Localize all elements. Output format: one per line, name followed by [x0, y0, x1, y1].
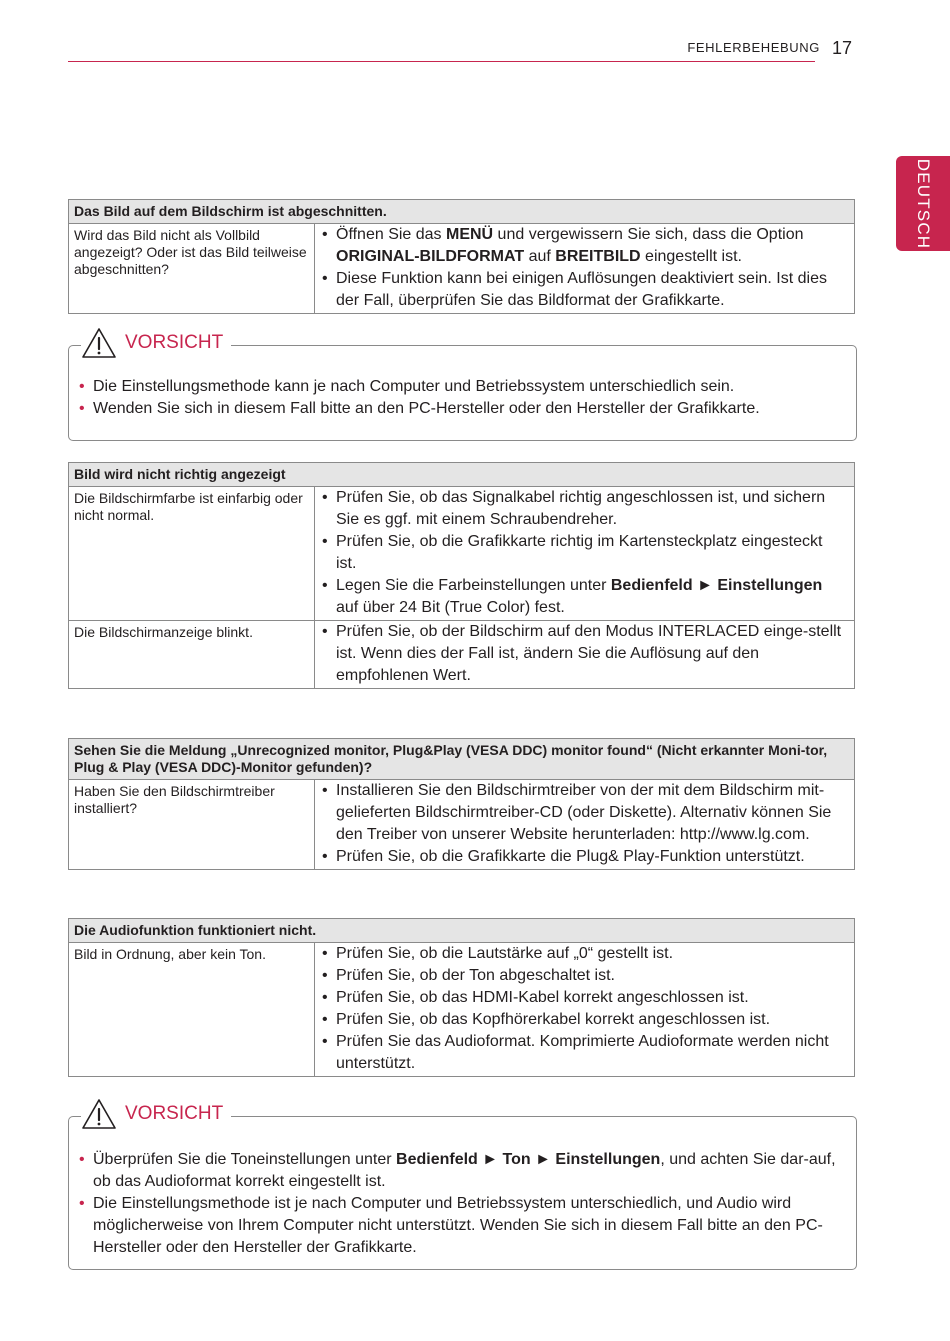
table-row	[69, 487, 855, 621]
solution-item: • Prüfen Sie, ob die Grafikkarte richtig im Kartensteckplatz eingesteckt ist.	[319, 531, 847, 575]
solution-cell	[315, 943, 855, 1077]
page-number: 17	[832, 38, 853, 58]
solution-cell	[315, 780, 855, 870]
symptom-cell: Bild in Ordnung, aber kein Ton.	[69, 943, 315, 1077]
caution-list	[79, 1149, 838, 1259]
table-title: Bild wird nicht richtig angezeigt	[69, 463, 855, 487]
warning-triangle-icon	[81, 1098, 117, 1130]
solution-item: • Prüfen Sie, ob der Bildschirm auf den Modus INTERLACED einge-stellt ist. Wenn dies der Fall ist, ändern Sie die Auflösung auf den empfohlenen Wert.	[319, 621, 847, 687]
bold-term: Bedienfeld ► Einstellungen	[610, 577, 823, 594]
solution-item: • Prüfen Sie das Audioformat. Komprimierte Audioformate werden nicht unterstützt.	[319, 1031, 847, 1075]
solution-cell	[315, 621, 855, 689]
caution-box-settings	[68, 332, 857, 441]
solution-list	[319, 943, 847, 1075]
caution-title: VORSICHT	[125, 1103, 224, 1124]
solution-list	[319, 224, 847, 312]
table-row	[69, 943, 855, 1077]
symptom-cell: Die Bildschirmfarbe ist einfarbig oder nicht normal.	[69, 487, 315, 621]
solution-list	[319, 487, 847, 619]
solution-item: • Prüfen Sie, ob das HDMI-Kabel korrekt angeschlossen ist.	[319, 987, 847, 1009]
table-header-row	[69, 739, 855, 780]
caution-item: • Überprüfen Sie die Toneinstellungen unter Bedienfeld ► Ton ► Einstellungen, und achten Sie dar-auf, ob das Audioformat korrekt eingestellt ist.	[79, 1149, 838, 1193]
section-title: FEHLERBEHEBUNG	[687, 40, 820, 55]
table-row	[69, 780, 855, 870]
solution-item: • Prüfen Sie, ob das Signalkabel richtig angeschlossen ist, und sichern Sie es ggf. mit einem Schraubendreher.	[319, 487, 847, 531]
caution-item: • Wenden Sie sich in diesem Fall bitte an den PC-Hersteller oder den Hersteller der Grafikkarte.	[79, 398, 838, 420]
language-tab-label: DEUTSCH	[914, 158, 933, 249]
caution-header	[81, 327, 231, 359]
symptom-cell: Die Bildschirmanzeige blinkt.	[69, 621, 315, 689]
bold-term: ORIGINAL-BILDFORMAT	[336, 248, 525, 265]
troubleshoot-table-unrecognized-monitor	[68, 738, 855, 870]
solution-cell	[315, 487, 855, 621]
caution-item: • Die Einstellungsmethode kann je nach Computer und Betriebssystem unterschiedlich sein.	[79, 376, 838, 398]
solution-item: • Installieren Sie den Bildschirmtreiber von der mit dem Bildschirm mit-gelieferten Bildschirmtreiber-CD (oder Diskette). Alternativ können Sie den Treiber von unserer Website herunterladen: http://www.lg.com.	[319, 780, 847, 846]
solution-item: • Prüfen Sie, ob die Grafikkarte die Plug& Play-Funktion unterstützt.	[319, 846, 847, 868]
caution-box-audio	[68, 1103, 857, 1270]
caution-item: • Die Einstellungsmethode ist je nach Computer und Betriebssystem unterschiedlich, und Audio wird möglicherweise von Ihrem Computer nicht unterstützt. Wenden Sie sich in diesem Fall bitte an den PC-Hersteller oder den Hersteller der Grafikkarte.	[79, 1193, 838, 1259]
header-divider	[68, 61, 815, 62]
solution-item: • Legen Sie die Farbeinstellungen unter Bedienfeld ► Einstellungen auf über 24 Bit (True Color) fest.	[319, 575, 847, 619]
caution-list	[79, 376, 838, 420]
table-row	[69, 621, 855, 689]
solution-item: • Diese Funktion kann bei einigen Auflösungen deaktiviert sein. Ist dies der Fall, überprüfen Sie das Bildformat der Grafikkarte.	[319, 268, 847, 312]
solution-list	[319, 780, 847, 868]
language-tab	[896, 156, 950, 251]
warning-triangle-icon	[81, 327, 117, 359]
solution-item: • Prüfen Sie, ob die Lautstärke auf „0“ gestellt ist.	[319, 943, 847, 965]
solution-item: • Prüfen Sie, ob der Ton abgeschaltet ist.	[319, 965, 847, 987]
table-title: Sehen Sie die Meldung „Unrecognized monitor, Plug&Play (VESA DDC) monitor found“ (Nicht erkannter Moni-tor, Plug & Play (VESA DDC)-Monitor gefunden)?	[69, 739, 855, 780]
troubleshoot-table-display	[68, 462, 855, 689]
solution-item: • Öffnen Sie das MENÜ und vergewissern Sie sich, dass die Option ORIGINAL-BILDFORMAT auf BREITBILD eingestellt ist.	[319, 224, 847, 268]
table-header-row	[69, 463, 855, 487]
caution-header	[81, 1098, 231, 1130]
solution-item: • Prüfen Sie, ob das Kopfhörerkabel korrekt angeschlossen ist.	[319, 1009, 847, 1031]
caution-title: VORSICHT	[125, 332, 224, 353]
table-title: Die Audiofunktion funktioniert nicht.	[69, 919, 855, 943]
solution-cell	[315, 224, 855, 314]
symptom-cell: Haben Sie den Bildschirmtreiber installiert?	[69, 780, 315, 870]
troubleshoot-table-cropped-image	[68, 199, 855, 314]
bold-term: Bedienfeld ► Ton ► Einstellungen	[396, 1151, 661, 1168]
solution-list	[319, 621, 847, 687]
table-title: Das Bild auf dem Bildschirm ist abgeschnitten.	[69, 200, 855, 224]
bold-term: MENÜ	[446, 226, 494, 243]
table-row	[69, 224, 855, 314]
table-header-row	[69, 919, 855, 943]
bold-term: BREITBILD	[555, 248, 641, 265]
table-header-row	[69, 200, 855, 224]
troubleshoot-table-audio	[68, 918, 855, 1077]
symptom-cell: Wird das Bild nicht als Vollbild angezeigt? Oder ist das Bild teilweise abgeschnitten?	[69, 224, 315, 314]
